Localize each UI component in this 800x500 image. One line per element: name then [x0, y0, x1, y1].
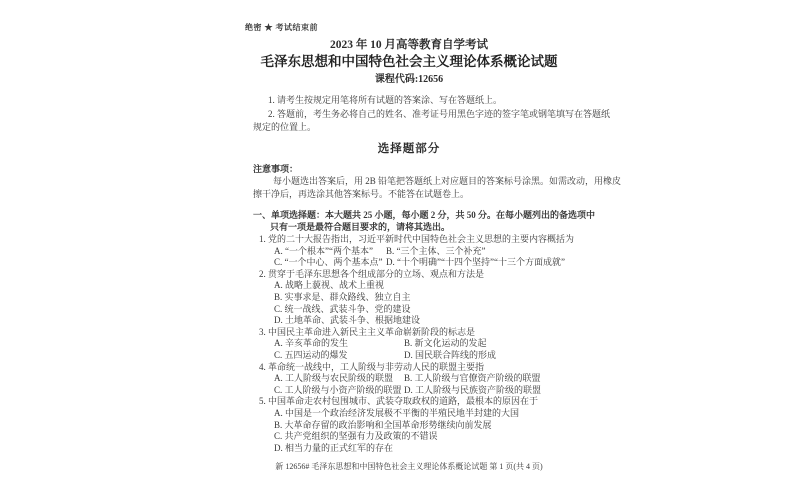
page-footer: 新 12656# 毛泽东思想和中国特色社会主义理论体系概论试题 第 1 页(共 4 页) [275, 462, 543, 472]
answer-option: B. 大革命存留的政治影响和全国革命形势继续向前发展 [274, 419, 492, 430]
answer-option: C. 统一战线、武装斗争、党的建设 [274, 303, 411, 314]
answer-option: D. 相当力量的正式红军的存在 [274, 442, 394, 453]
instruction-line: 规定的位置上。 [253, 122, 317, 132]
question-1 [253, 234, 575, 269]
instruction-line: 1. 请考生按规定用笔将所有试题的答案涂、写在答题纸上。 [268, 95, 503, 105]
question-stem: 1. 党的二十大报告指出，习近平新时代中国特色社会主义思想的主要内容概括为 [259, 234, 575, 244]
answer-option: D. 土地革命、武装斗争、根据地建设 [274, 315, 421, 326]
question-stem: 5. 中国革命走农村包围城市、武装夺取政权的道路，最根本的原因在于 [259, 396, 539, 407]
answer-option: A. “一个根本”“两个基本” [274, 245, 373, 256]
part-heading [253, 209, 596, 233]
answer-option: D. “十个明确”“十四个坚持”“十三个方面成就” [386, 257, 565, 268]
question-list [253, 234, 575, 454]
answer-option: D. 工人阶级与民族资产阶级的联盟 [404, 384, 542, 395]
question-stem: 2. 贯穿于毛泽东思想各个组成部分的立场、观点和方法是 [259, 268, 485, 279]
classification-label: 绝密 ★ 考试结束前 [245, 23, 318, 32]
course-code: 课程代码:12656 [374, 74, 444, 85]
instruction-line: 2. 答题前，考生务必将自己的姓名、准考证号用黑色字迹的签字笔或钢笔填写在答题纸 [268, 108, 611, 119]
option-row [253, 257, 565, 269]
option-row [253, 338, 565, 350]
exam-session-title: 2023 年 10 月高等教育自学考试 [329, 39, 489, 51]
notice-line: 每小题选出答案后，用 2B 铅笔把答题纸上对应题目的答案标号涂黑。如需改动，用橡皮 [273, 176, 622, 186]
answer-option: A. 战略上藐视、战术上重视 [274, 280, 385, 291]
exam-document [245, 22, 622, 472]
question-3 [253, 327, 565, 362]
instructions-block [253, 94, 611, 135]
option-row [253, 385, 565, 397]
answer-option: B. 实事求是、群众路线、独立自主 [274, 291, 411, 302]
question-stem: 4. 革命统一战线中，工人阶级与非劳动人民的联盟主要指 [259, 361, 485, 372]
exam-paper-title: 毛泽东思想和中国特色社会主义理论体系概论试题 [260, 54, 558, 69]
question-2 [253, 269, 565, 327]
answer-option: A. 工人阶级与农民阶级的联盟 [274, 373, 394, 384]
part-heading-line: 只有一项是最符合题目要求的，请将其选出。 [270, 222, 451, 232]
option-row [253, 373, 565, 385]
question-5 [253, 396, 565, 454]
section-title: 选择题部分 [377, 142, 441, 155]
part-heading-line: 一、单项选择题：本大题共 25 小题，每小题 2 分，共 50 分。在每小题列出的备选项中 [253, 210, 596, 220]
question-stem: 3. 中国民主革命进入新民主主义革命崭新阶段的标志是 [259, 326, 476, 337]
answer-option: C. 工人阶级与小资产阶级的联盟 [274, 384, 402, 395]
question-4 [253, 362, 565, 397]
answer-option: C. “一个中心、两个基本点” [274, 257, 383, 268]
option-row [253, 350, 565, 362]
answer-option: A. 中国是一个政治经济发展极不平衡的半殖民地半封建的大国 [274, 407, 520, 418]
answer-option: B. 工人阶级与官僚资产阶级的联盟 [404, 373, 541, 384]
notice-line: 擦干净后，再选涂其他答案标号。不能答在试题卷上。 [253, 188, 470, 199]
answer-option: D. 国民联合阵线的形成 [404, 349, 497, 360]
answer-option: B. “三个主体、三个补充” [386, 245, 486, 256]
answer-option: C. 五四运动的爆发 [274, 349, 348, 360]
notice-label: 注意事项： [253, 163, 299, 174]
answer-option: B. 新文化运动的发起 [404, 338, 487, 349]
answer-option: A. 辛亥革命的发生 [274, 338, 348, 349]
answer-option: C. 共产党组织的坚强有力及政策的不错误 [274, 431, 438, 442]
option-row [253, 246, 565, 258]
